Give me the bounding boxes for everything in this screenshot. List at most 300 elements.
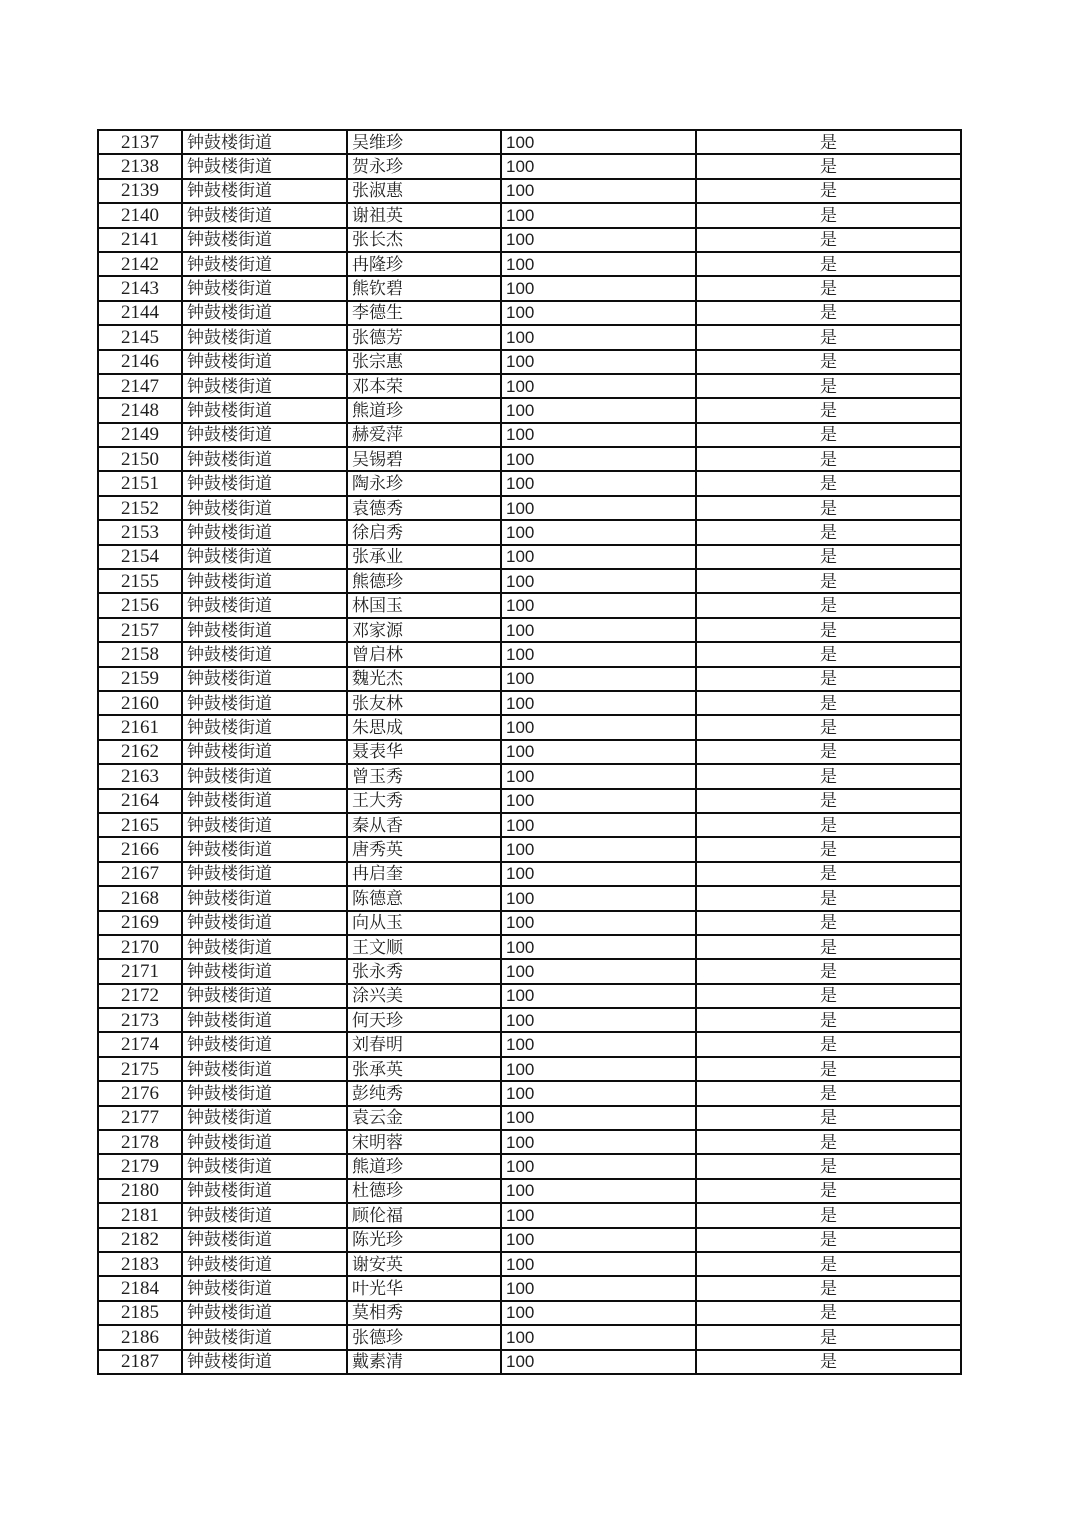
confirmed-flag-cell: 是 bbox=[696, 325, 961, 349]
person-name-cell: 叶光华 bbox=[347, 1276, 501, 1300]
table-row bbox=[98, 862, 961, 886]
subdistrict-cell: 钟鼓楼街道 bbox=[182, 959, 347, 983]
score-cell: 100 bbox=[501, 1179, 696, 1203]
score-cell: 100 bbox=[501, 1203, 696, 1227]
confirmed-flag-cell: 是 bbox=[696, 667, 961, 691]
serial-number-cell: 2164 bbox=[98, 789, 182, 813]
score-cell: 100 bbox=[501, 764, 696, 788]
confirmed-flag-cell: 是 bbox=[696, 1325, 961, 1349]
table-row bbox=[98, 1154, 961, 1178]
table-row bbox=[98, 325, 961, 349]
person-name-cell: 杜德珍 bbox=[347, 1179, 501, 1203]
subdistrict-cell: 钟鼓楼街道 bbox=[182, 789, 347, 813]
person-name-cell: 聂表华 bbox=[347, 740, 501, 764]
table-row bbox=[98, 1301, 961, 1325]
table-row bbox=[98, 935, 961, 959]
table-row bbox=[98, 691, 961, 715]
person-name-cell: 张永秀 bbox=[347, 959, 501, 983]
confirmed-flag-cell: 是 bbox=[696, 1057, 961, 1081]
serial-number-cell: 2153 bbox=[98, 520, 182, 544]
table-row bbox=[98, 154, 961, 178]
subdistrict-cell: 钟鼓楼街道 bbox=[182, 203, 347, 227]
score-cell: 100 bbox=[501, 886, 696, 910]
person-name-cell: 张友林 bbox=[347, 691, 501, 715]
serial-number-cell: 2166 bbox=[98, 837, 182, 861]
serial-number-cell: 2184 bbox=[98, 1276, 182, 1300]
confirmed-flag-cell: 是 bbox=[696, 423, 961, 447]
serial-number-cell: 2144 bbox=[98, 301, 182, 325]
serial-number-cell: 2173 bbox=[98, 1008, 182, 1032]
confirmed-flag-cell: 是 bbox=[696, 642, 961, 666]
serial-number-cell: 2148 bbox=[98, 398, 182, 422]
person-name-cell: 曾玉秀 bbox=[347, 764, 501, 788]
score-cell: 100 bbox=[501, 398, 696, 422]
table-row bbox=[98, 837, 961, 861]
subdistrict-cell: 钟鼓楼街道 bbox=[182, 740, 347, 764]
confirmed-flag-cell: 是 bbox=[696, 1301, 961, 1325]
score-cell: 100 bbox=[501, 520, 696, 544]
person-name-cell: 戴素清 bbox=[347, 1350, 501, 1374]
serial-number-cell: 2171 bbox=[98, 959, 182, 983]
subdistrict-cell: 钟鼓楼街道 bbox=[182, 1325, 347, 1349]
score-cell: 100 bbox=[501, 203, 696, 227]
serial-number-cell: 2181 bbox=[98, 1203, 182, 1227]
serial-number-cell: 2160 bbox=[98, 691, 182, 715]
table-row bbox=[98, 813, 961, 837]
subdistrict-cell: 钟鼓楼街道 bbox=[182, 423, 347, 447]
score-cell: 100 bbox=[501, 593, 696, 617]
confirmed-flag-cell: 是 bbox=[696, 813, 961, 837]
person-name-cell: 唐秀英 bbox=[347, 837, 501, 861]
subdistrict-cell: 钟鼓楼街道 bbox=[182, 374, 347, 398]
person-name-cell: 袁德秀 bbox=[347, 496, 501, 520]
person-name-cell: 谢安英 bbox=[347, 1252, 501, 1276]
score-cell: 100 bbox=[501, 1057, 696, 1081]
serial-number-cell: 2147 bbox=[98, 374, 182, 398]
confirmed-flag-cell: 是 bbox=[696, 545, 961, 569]
confirmed-flag-cell: 是 bbox=[696, 789, 961, 813]
score-cell: 100 bbox=[501, 813, 696, 837]
subdistrict-cell: 钟鼓楼街道 bbox=[182, 545, 347, 569]
score-cell: 100 bbox=[501, 1081, 696, 1105]
confirmed-flag-cell: 是 bbox=[696, 276, 961, 300]
subdistrict-cell: 钟鼓楼街道 bbox=[182, 398, 347, 422]
confirmed-flag-cell: 是 bbox=[696, 1081, 961, 1105]
score-cell: 100 bbox=[501, 228, 696, 252]
person-name-cell: 冉启奎 bbox=[347, 862, 501, 886]
serial-number-cell: 2186 bbox=[98, 1325, 182, 1349]
subdistrict-cell: 钟鼓楼街道 bbox=[182, 154, 347, 178]
table-row bbox=[98, 130, 961, 154]
score-cell: 100 bbox=[501, 667, 696, 691]
score-cell: 100 bbox=[501, 1106, 696, 1130]
subdistrict-cell: 钟鼓楼街道 bbox=[182, 715, 347, 739]
table-row bbox=[98, 593, 961, 617]
score-cell: 100 bbox=[501, 642, 696, 666]
person-name-cell: 曾启林 bbox=[347, 642, 501, 666]
person-name-cell: 张宗惠 bbox=[347, 350, 501, 374]
table-row bbox=[98, 618, 961, 642]
score-cell: 100 bbox=[501, 862, 696, 886]
subdistrict-cell: 钟鼓楼街道 bbox=[182, 471, 347, 495]
score-cell: 100 bbox=[501, 496, 696, 520]
subdistrict-cell: 钟鼓楼街道 bbox=[182, 667, 347, 691]
subdistrict-cell: 钟鼓楼街道 bbox=[182, 179, 347, 203]
confirmed-flag-cell: 是 bbox=[696, 179, 961, 203]
score-cell: 100 bbox=[501, 325, 696, 349]
subdistrict-cell: 钟鼓楼街道 bbox=[182, 618, 347, 642]
person-name-cell: 宋明蓉 bbox=[347, 1130, 501, 1154]
confirmed-flag-cell: 是 bbox=[696, 1154, 961, 1178]
serial-number-cell: 2155 bbox=[98, 569, 182, 593]
score-cell: 100 bbox=[501, 935, 696, 959]
score-cell: 100 bbox=[501, 350, 696, 374]
score-cell: 100 bbox=[501, 374, 696, 398]
table-row bbox=[98, 203, 961, 227]
confirmed-flag-cell: 是 bbox=[696, 1179, 961, 1203]
confirmed-flag-cell: 是 bbox=[696, 1252, 961, 1276]
person-name-cell: 谢祖英 bbox=[347, 203, 501, 227]
score-cell: 100 bbox=[501, 1130, 696, 1154]
subdistrict-cell: 钟鼓楼街道 bbox=[182, 1350, 347, 1374]
person-name-cell: 熊德珍 bbox=[347, 569, 501, 593]
serial-number-cell: 2157 bbox=[98, 618, 182, 642]
serial-number-cell: 2183 bbox=[98, 1252, 182, 1276]
serial-number-cell: 2143 bbox=[98, 276, 182, 300]
subdistrict-cell: 钟鼓楼街道 bbox=[182, 837, 347, 861]
person-name-cell: 陈德意 bbox=[347, 886, 501, 910]
confirmed-flag-cell: 是 bbox=[696, 154, 961, 178]
score-cell: 100 bbox=[501, 130, 696, 154]
subdistrict-cell: 钟鼓楼街道 bbox=[182, 325, 347, 349]
person-name-cell: 张承业 bbox=[347, 545, 501, 569]
subdistrict-cell: 钟鼓楼街道 bbox=[182, 1252, 347, 1276]
confirmed-flag-cell: 是 bbox=[696, 1106, 961, 1130]
table-row bbox=[98, 374, 961, 398]
score-cell: 100 bbox=[501, 837, 696, 861]
table-row bbox=[98, 1081, 961, 1105]
score-cell: 100 bbox=[501, 1350, 696, 1374]
table-row bbox=[98, 1203, 961, 1227]
serial-number-cell: 2145 bbox=[98, 325, 182, 349]
confirmed-flag-cell: 是 bbox=[696, 496, 961, 520]
confirmed-flag-cell: 是 bbox=[696, 301, 961, 325]
serial-number-cell: 2167 bbox=[98, 862, 182, 886]
serial-number-cell: 2156 bbox=[98, 593, 182, 617]
table-row bbox=[98, 1179, 961, 1203]
subdistrict-cell: 钟鼓楼街道 bbox=[182, 130, 347, 154]
score-cell: 100 bbox=[501, 1228, 696, 1252]
table-row bbox=[98, 1032, 961, 1056]
table-row bbox=[98, 398, 961, 422]
table-row bbox=[98, 984, 961, 1008]
person-name-cell: 熊道珍 bbox=[347, 398, 501, 422]
confirmed-flag-cell: 是 bbox=[696, 959, 961, 983]
serial-number-cell: 2179 bbox=[98, 1154, 182, 1178]
subdistrict-cell: 钟鼓楼街道 bbox=[182, 1179, 347, 1203]
person-name-cell: 张承英 bbox=[347, 1057, 501, 1081]
subdistrict-cell: 钟鼓楼街道 bbox=[182, 813, 347, 837]
confirmed-flag-cell: 是 bbox=[696, 228, 961, 252]
score-cell: 100 bbox=[501, 471, 696, 495]
score-cell: 100 bbox=[501, 1154, 696, 1178]
person-name-cell: 吴锡碧 bbox=[347, 447, 501, 471]
serial-number-cell: 2146 bbox=[98, 350, 182, 374]
person-name-cell: 赫爱萍 bbox=[347, 423, 501, 447]
confirmed-flag-cell: 是 bbox=[696, 252, 961, 276]
person-name-cell: 魏光杰 bbox=[347, 667, 501, 691]
person-name-cell: 邓家源 bbox=[347, 618, 501, 642]
score-cell: 100 bbox=[501, 1276, 696, 1300]
serial-number-cell: 2177 bbox=[98, 1106, 182, 1130]
score-cell: 100 bbox=[501, 301, 696, 325]
person-name-cell: 熊道珍 bbox=[347, 1154, 501, 1178]
table-row bbox=[98, 886, 961, 910]
person-name-cell: 李德生 bbox=[347, 301, 501, 325]
subdistrict-cell: 钟鼓楼街道 bbox=[182, 911, 347, 935]
table-row bbox=[98, 1057, 961, 1081]
subdistrict-cell: 钟鼓楼街道 bbox=[182, 642, 347, 666]
confirmed-flag-cell: 是 bbox=[696, 1008, 961, 1032]
confirmed-flag-cell: 是 bbox=[696, 886, 961, 910]
serial-number-cell: 2152 bbox=[98, 496, 182, 520]
subdistrict-cell: 钟鼓楼街道 bbox=[182, 764, 347, 788]
score-cell: 100 bbox=[501, 740, 696, 764]
score-cell: 100 bbox=[501, 959, 696, 983]
score-cell: 100 bbox=[501, 1252, 696, 1276]
table-row bbox=[98, 642, 961, 666]
table-row bbox=[98, 959, 961, 983]
table-row bbox=[98, 1106, 961, 1130]
confirmed-flag-cell: 是 bbox=[696, 447, 961, 471]
subdistrict-cell: 钟鼓楼街道 bbox=[182, 1154, 347, 1178]
score-cell: 100 bbox=[501, 691, 696, 715]
confirmed-flag-cell: 是 bbox=[696, 130, 961, 154]
serial-number-cell: 2159 bbox=[98, 667, 182, 691]
serial-number-cell: 2142 bbox=[98, 252, 182, 276]
table-row bbox=[98, 520, 961, 544]
subdistrict-cell: 钟鼓楼街道 bbox=[182, 984, 347, 1008]
person-name-cell: 熊钦碧 bbox=[347, 276, 501, 300]
subdistrict-cell: 钟鼓楼街道 bbox=[182, 593, 347, 617]
person-name-cell: 王文顺 bbox=[347, 935, 501, 959]
confirmed-flag-cell: 是 bbox=[696, 911, 961, 935]
person-name-cell: 向从玉 bbox=[347, 911, 501, 935]
table-row bbox=[98, 276, 961, 300]
serial-number-cell: 2187 bbox=[98, 1350, 182, 1374]
serial-number-cell: 2149 bbox=[98, 423, 182, 447]
serial-number-cell: 2175 bbox=[98, 1057, 182, 1081]
person-name-cell: 张长杰 bbox=[347, 228, 501, 252]
confirmed-flag-cell: 是 bbox=[696, 935, 961, 959]
table-row bbox=[98, 740, 961, 764]
confirmed-flag-cell: 是 bbox=[696, 837, 961, 861]
serial-number-cell: 2163 bbox=[98, 764, 182, 788]
subdistrict-cell: 钟鼓楼街道 bbox=[182, 886, 347, 910]
score-cell: 100 bbox=[501, 276, 696, 300]
subdistrict-cell: 钟鼓楼街道 bbox=[182, 691, 347, 715]
person-name-cell: 涂兴美 bbox=[347, 984, 501, 1008]
score-cell: 100 bbox=[501, 984, 696, 1008]
score-cell: 100 bbox=[501, 179, 696, 203]
score-cell: 100 bbox=[501, 1301, 696, 1325]
subdistrict-cell: 钟鼓楼街道 bbox=[182, 1130, 347, 1154]
confirmed-flag-cell: 是 bbox=[696, 1032, 961, 1056]
serial-number-cell: 2172 bbox=[98, 984, 182, 1008]
subdistrict-cell: 钟鼓楼街道 bbox=[182, 1276, 347, 1300]
score-cell: 100 bbox=[501, 789, 696, 813]
person-name-cell: 刘春明 bbox=[347, 1032, 501, 1056]
confirmed-flag-cell: 是 bbox=[696, 1130, 961, 1154]
subdistrict-cell: 钟鼓楼街道 bbox=[182, 935, 347, 959]
table-row bbox=[98, 545, 961, 569]
confirmed-flag-cell: 是 bbox=[696, 1228, 961, 1252]
subdistrict-cell: 钟鼓楼街道 bbox=[182, 569, 347, 593]
confirmed-flag-cell: 是 bbox=[696, 569, 961, 593]
serial-number-cell: 2170 bbox=[98, 935, 182, 959]
confirmed-flag-cell: 是 bbox=[696, 862, 961, 886]
score-cell: 100 bbox=[501, 1032, 696, 1056]
subdistrict-cell: 钟鼓楼街道 bbox=[182, 1228, 347, 1252]
subdistrict-cell: 钟鼓楼街道 bbox=[182, 1008, 347, 1032]
serial-number-cell: 2185 bbox=[98, 1301, 182, 1325]
serial-number-cell: 2182 bbox=[98, 1228, 182, 1252]
confirmed-flag-cell: 是 bbox=[696, 715, 961, 739]
serial-number-cell: 2176 bbox=[98, 1081, 182, 1105]
serial-number-cell: 2158 bbox=[98, 642, 182, 666]
person-name-cell: 朱思成 bbox=[347, 715, 501, 739]
person-name-cell: 张德珍 bbox=[347, 1325, 501, 1349]
serial-number-cell: 2178 bbox=[98, 1130, 182, 1154]
confirmed-flag-cell: 是 bbox=[696, 374, 961, 398]
table-row bbox=[98, 764, 961, 788]
serial-number-cell: 2174 bbox=[98, 1032, 182, 1056]
data-table bbox=[97, 129, 962, 1375]
serial-number-cell: 2169 bbox=[98, 911, 182, 935]
table-row bbox=[98, 1228, 961, 1252]
person-name-cell: 张淑惠 bbox=[347, 179, 501, 203]
serial-number-cell: 2137 bbox=[98, 130, 182, 154]
confirmed-flag-cell: 是 bbox=[696, 1276, 961, 1300]
table-row bbox=[98, 789, 961, 813]
confirmed-flag-cell: 是 bbox=[696, 618, 961, 642]
score-cell: 100 bbox=[501, 1325, 696, 1349]
person-name-cell: 张德芳 bbox=[347, 325, 501, 349]
person-name-cell: 徐启秀 bbox=[347, 520, 501, 544]
subdistrict-cell: 钟鼓楼街道 bbox=[182, 447, 347, 471]
subdistrict-cell: 钟鼓楼街道 bbox=[182, 350, 347, 374]
score-cell: 100 bbox=[501, 423, 696, 447]
subdistrict-cell: 钟鼓楼街道 bbox=[182, 1301, 347, 1325]
confirmed-flag-cell: 是 bbox=[696, 1350, 961, 1374]
table-row bbox=[98, 252, 961, 276]
confirmed-flag-cell: 是 bbox=[696, 350, 961, 374]
table-row bbox=[98, 350, 961, 374]
table-row bbox=[98, 1008, 961, 1032]
subdistrict-cell: 钟鼓楼街道 bbox=[182, 1032, 347, 1056]
serial-number-cell: 2141 bbox=[98, 228, 182, 252]
person-name-cell: 王大秀 bbox=[347, 789, 501, 813]
person-name-cell: 秦从香 bbox=[347, 813, 501, 837]
table-body bbox=[98, 130, 961, 1374]
subdistrict-cell: 钟鼓楼街道 bbox=[182, 252, 347, 276]
serial-number-cell: 2162 bbox=[98, 740, 182, 764]
table-row bbox=[98, 228, 961, 252]
table-row bbox=[98, 715, 961, 739]
person-name-cell: 贺永珍 bbox=[347, 154, 501, 178]
table-row bbox=[98, 496, 961, 520]
serial-number-cell: 2161 bbox=[98, 715, 182, 739]
table-row bbox=[98, 1276, 961, 1300]
table-row bbox=[98, 667, 961, 691]
confirmed-flag-cell: 是 bbox=[696, 1203, 961, 1227]
serial-number-cell: 2140 bbox=[98, 203, 182, 227]
serial-number-cell: 2150 bbox=[98, 447, 182, 471]
person-name-cell: 何天珍 bbox=[347, 1008, 501, 1032]
table-row bbox=[98, 569, 961, 593]
score-cell: 100 bbox=[501, 1008, 696, 1032]
subdistrict-cell: 钟鼓楼街道 bbox=[182, 1203, 347, 1227]
table-row bbox=[98, 423, 961, 447]
table-row bbox=[98, 1130, 961, 1154]
subdistrict-cell: 钟鼓楼街道 bbox=[182, 276, 347, 300]
confirmed-flag-cell: 是 bbox=[696, 471, 961, 495]
table-row bbox=[98, 179, 961, 203]
score-cell: 100 bbox=[501, 618, 696, 642]
confirmed-flag-cell: 是 bbox=[696, 984, 961, 1008]
subdistrict-cell: 钟鼓楼街道 bbox=[182, 862, 347, 886]
serial-number-cell: 2154 bbox=[98, 545, 182, 569]
person-name-cell: 冉隆珍 bbox=[347, 252, 501, 276]
subdistrict-cell: 钟鼓楼街道 bbox=[182, 1106, 347, 1130]
confirmed-flag-cell: 是 bbox=[696, 398, 961, 422]
person-name-cell: 莫相秀 bbox=[347, 1301, 501, 1325]
serial-number-cell: 2168 bbox=[98, 886, 182, 910]
score-cell: 100 bbox=[501, 715, 696, 739]
table-row bbox=[98, 447, 961, 471]
person-name-cell: 陈光珍 bbox=[347, 1228, 501, 1252]
confirmed-flag-cell: 是 bbox=[696, 740, 961, 764]
confirmed-flag-cell: 是 bbox=[696, 520, 961, 544]
score-cell: 100 bbox=[501, 545, 696, 569]
table-row bbox=[98, 1252, 961, 1276]
confirmed-flag-cell: 是 bbox=[696, 593, 961, 617]
score-cell: 100 bbox=[501, 252, 696, 276]
serial-number-cell: 2138 bbox=[98, 154, 182, 178]
score-cell: 100 bbox=[501, 447, 696, 471]
serial-number-cell: 2151 bbox=[98, 471, 182, 495]
confirmed-flag-cell: 是 bbox=[696, 203, 961, 227]
score-cell: 100 bbox=[501, 154, 696, 178]
person-name-cell: 邓本荣 bbox=[347, 374, 501, 398]
person-name-cell: 顾伦福 bbox=[347, 1203, 501, 1227]
person-name-cell: 袁云金 bbox=[347, 1106, 501, 1130]
score-cell: 100 bbox=[501, 911, 696, 935]
serial-number-cell: 2139 bbox=[98, 179, 182, 203]
table-row bbox=[98, 1325, 961, 1349]
table-row bbox=[98, 471, 961, 495]
confirmed-flag-cell: 是 bbox=[696, 764, 961, 788]
person-name-cell: 林国玉 bbox=[347, 593, 501, 617]
serial-number-cell: 2165 bbox=[98, 813, 182, 837]
subdistrict-cell: 钟鼓楼街道 bbox=[182, 1081, 347, 1105]
serial-number-cell: 2180 bbox=[98, 1179, 182, 1203]
table-row bbox=[98, 1350, 961, 1374]
subdistrict-cell: 钟鼓楼街道 bbox=[182, 520, 347, 544]
person-name-cell: 陶永珍 bbox=[347, 471, 501, 495]
table-row bbox=[98, 911, 961, 935]
table-row bbox=[98, 301, 961, 325]
